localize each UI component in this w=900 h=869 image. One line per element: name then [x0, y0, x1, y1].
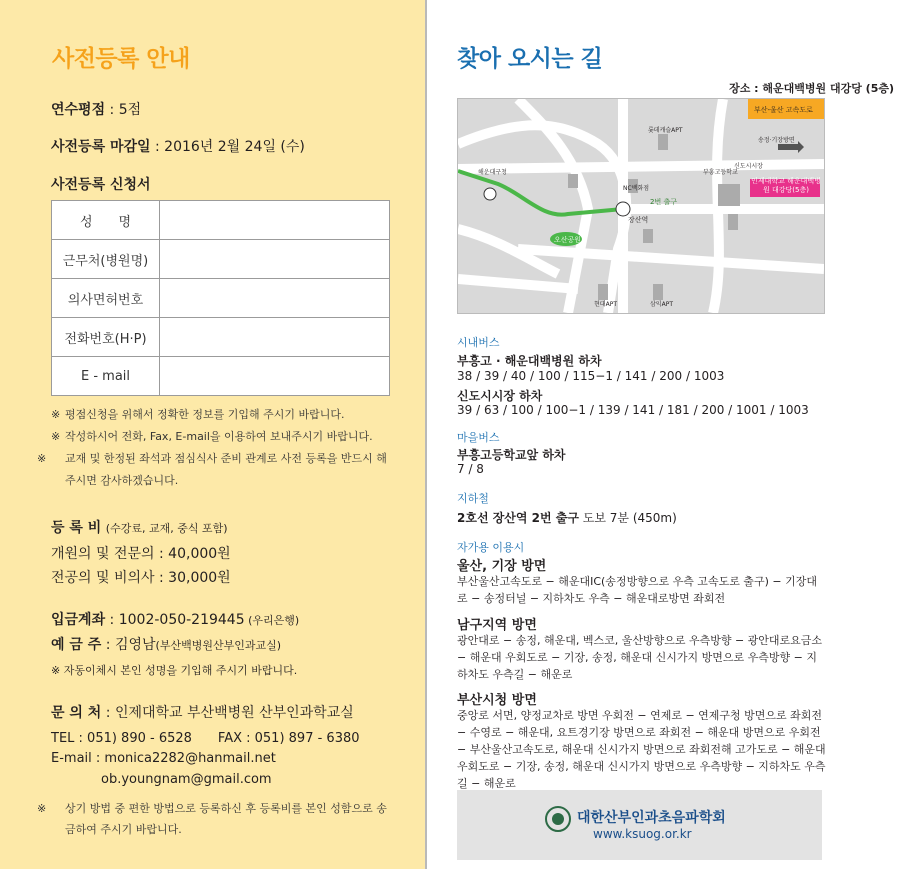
form-row-email: [52, 357, 390, 396]
note-item: ※ 평점신청을 위해서 정확한 정보를 기입해 주시기 바랍니다.: [51, 408, 345, 421]
credit-line: 연수평점 : 5점: [51, 102, 142, 118]
location-map[interactable]: [457, 98, 825, 314]
city-bus-heading: 시내버스: [457, 336, 500, 349]
deadline-line: 사전등록 마감일 : 2016년 2월 24일 (수): [51, 139, 305, 155]
form-label: 의사면허번호: [52, 279, 160, 318]
society-name: 대한산부인과초음파학회: [577, 810, 726, 826]
bus1-routes: 38 / 39 / 40 / 100 / 115−1 / 141 / 200 / 1003: [457, 369, 725, 383]
fee-resident: 전공의 및 비의사 : 30,000원: [51, 570, 231, 586]
form-row-name: [52, 201, 390, 240]
car-heading: 자가용 이용시: [457, 541, 525, 554]
map-apt4-label: 삼익APT: [650, 301, 673, 308]
note-item: ※ 작성하시어 전화, Fax, E-mail을 이용하여 보내주시기 바랍니다.: [51, 430, 373, 443]
tel-fax: TEL : 051) 890 - 6528 FAX : 051) 897 - 6380: [51, 731, 360, 746]
village-stop: 부흥고등학교앞 하차: [457, 448, 566, 462]
subway-heading: 지하철: [457, 492, 489, 505]
society-logo-box: [457, 790, 822, 860]
map-market-label: 신도시시장: [734, 163, 763, 170]
registration-title: 사전등록 안내: [52, 46, 190, 72]
email-link-1[interactable]: monica2282@hanmail.net: [104, 751, 276, 766]
map-park-label: 오산공원: [554, 236, 582, 244]
form-row-license: [52, 279, 390, 318]
fee-specialist: 개원의 및 전문의 : 40,000원: [51, 546, 231, 562]
form-input[interactable]: [160, 240, 390, 279]
map-nc-label: NC백화점: [623, 185, 650, 192]
dir2-text: 광안대로 − 송정, 해운대, 벡스코, 울산방향으로 우측방향 − 광안대로요금소 − 해운대 우회도로 − 기장, 송정, 해운대 신시가지 방면으로 우측방향 − 지하차도 우측길 − 해운로: [457, 634, 823, 681]
registration-panel: [0, 0, 425, 869]
venue: 장소 : 해운대백병원 대강당 (5층): [729, 82, 894, 95]
email-line: E-mail : monica2282@hanmail.net: [51, 751, 276, 766]
map-highway-label: 부산-울산 고속도로: [754, 106, 813, 114]
note-item: ※ 교재 및 한정된 좌석과 점심식사 준비 관계로 사전 등록을 반드시 해 주시면 감사하겠습니다.: [37, 452, 387, 487]
account-line: 입금계좌 : 1002-050-219445 (우리은행): [51, 612, 300, 628]
map-direction-label: 송정·기장방면: [758, 137, 795, 144]
society-emblem-icon: [545, 806, 571, 832]
fee-line: 등 록 비 (수강료, 교재, 중식 포함): [51, 520, 228, 536]
directions-title: 찾아 오시는 길: [457, 46, 603, 72]
map-exit-label: 2번 출구: [650, 198, 677, 206]
form-title: 사전등록 신청서: [51, 177, 151, 193]
dir1-text: 부산울산고속도로 − 해운대IC(송정방향으로 우측 고속도로 출구) − 기장대로 − 송정터널 − 지하차도 우측 − 해운대로방면 좌회전: [457, 575, 817, 605]
bus2-routes: 39 / 63 / 100 / 100−1 / 139 / 141 / 181 / 200 / 1001 / 1003: [457, 403, 809, 417]
form-label: 근무처(병원명): [52, 240, 160, 279]
form-label: E - mail: [52, 357, 160, 396]
village-routes: 7 / 8: [457, 462, 484, 476]
form-input[interactable]: [160, 201, 390, 240]
map-apt-label: 롯데캐슬APT: [648, 127, 683, 134]
registration-notes: [37, 404, 401, 492]
form-label: 전화번호(H·P): [52, 318, 160, 357]
form-input[interactable]: [160, 279, 390, 318]
map-station-label: 장산역: [628, 216, 649, 224]
form-input[interactable]: [160, 357, 390, 396]
dir3-title: 부산시청 방면: [457, 693, 537, 708]
society-url[interactable]: www.ksuog.or.kr: [593, 827, 692, 841]
dir3-text: 중앙로 서면, 양정교차로 방면 우회전 − 연제로 − 연제구청 방면으로 좌회전 − 수영로 − 해운대, 요트경기장 방면으로 좌회전 − 해운대 방면으로 우회전 − 부산울산고속도로, 해운대 신시가지 방면으로 좌회전해 고가도로 − 해운대 우회도로 − 기장, 송정, 해운대 신시가지 방면으로 우측방향 − 지하차도 우측길 − 해운로: [457, 709, 826, 790]
directions-panel: [427, 0, 900, 869]
dir2-title: 남구지역 방면: [457, 618, 537, 633]
bus1-stop: 부흥고 · 해운대백병원 하차: [457, 354, 602, 368]
map-apt3-label: 현대APT: [594, 301, 617, 308]
bus2-stop: 신도시시장 하차: [457, 389, 543, 403]
map-school-label: 부흥고등학교: [703, 169, 738, 176]
holder-line: 예 금 주 : 김영남(부산백병원산부인과교실): [51, 637, 281, 653]
form-input[interactable]: [160, 318, 390, 357]
form-row-workplace: [52, 240, 390, 279]
final-note: ※ 상기 방법 중 편한 방법으로 등록하신 후 등록비를 본인 성함으로 송금하여 주시기 바랍니다.: [37, 802, 387, 836]
map-drawing: [458, 99, 824, 313]
registration-form: [51, 200, 390, 396]
email-link-2[interactable]: ob.youngnam@gmail.com: [101, 772, 272, 787]
auto-transfer-note: ※ 자동이체시 본인 성명을 기입해 주시기 바랍니다.: [51, 664, 298, 677]
village-bus-heading: 마을버스: [457, 431, 500, 444]
form-row-phone: [52, 318, 390, 357]
subway-info: 2호선 장산역 2번 출구 도보 7분 (450m): [457, 511, 677, 525]
form-label: 성 명: [52, 201, 160, 240]
contact-line: 문 의 처 : 인제대학교 부산백병원 산부인과학교실: [51, 705, 354, 721]
map-office-label: 해운대구청: [478, 169, 507, 176]
map-hospital-label: 인제대학교 해운대백병원 대강당(5층): [751, 177, 821, 194]
dir1-title: 울산, 기장 방면: [457, 559, 547, 574]
